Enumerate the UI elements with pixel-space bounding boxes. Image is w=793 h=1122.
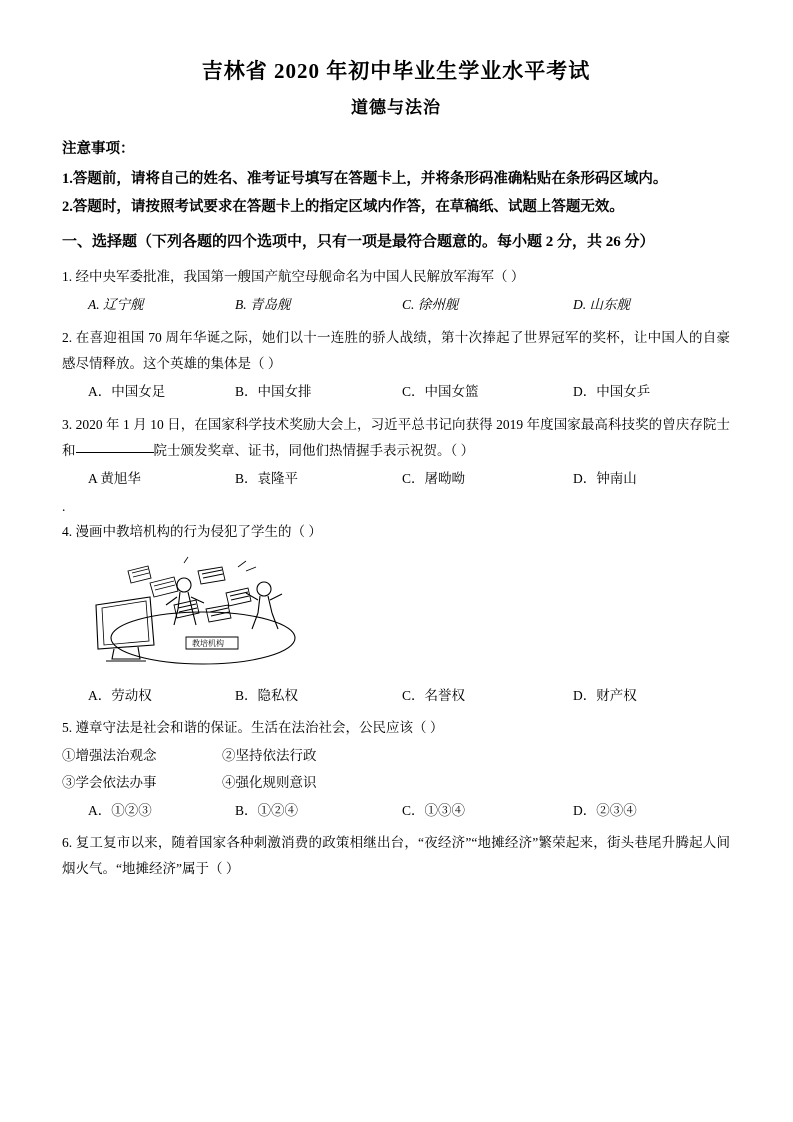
question-2-option-a[interactable]: A．中国女足 <box>88 384 166 400</box>
question-1-options <box>62 292 730 318</box>
question-3-stem-part1: 3. 2020 年 1 月 10 日，在国家科学技术奖励大会上，习近平总书记向获得 2019 年度国家最高科技奖的曾庆存院士和 <box>62 416 730 459</box>
question-3-stem <box>62 412 730 465</box>
page-content <box>62 58 730 887</box>
question-5-sub-option-3: ③学会依法办事 <box>62 774 157 790</box>
question-3-stem-part2: 院士颁发奖章、证书，同他们热情握手表示祝贺。（ ） <box>153 443 475 459</box>
question-3-option-a[interactable]: A 黄旭华 <box>88 471 141 487</box>
question-6 <box>62 830 730 883</box>
question-2 <box>62 325 730 406</box>
question-1-option-b[interactable]: B. 青岛舰 <box>235 297 291 313</box>
question-1-option-c[interactable]: C. 徐州舰 <box>402 297 459 313</box>
page-title: 吉林省 2020 年初中毕业生学业水平考试 <box>201 59 591 83</box>
notice-item-2: 2.答题时，请按照考试要求在答题卡上的指定区域内作答，在草稿纸、试题上答题无效。 <box>62 198 624 215</box>
question-4-stem: 4. 漫画中教培机构的行为侵犯了学生的（ ） <box>62 523 322 539</box>
question-5 <box>62 715 730 824</box>
question-1 <box>62 264 730 319</box>
question-2-options <box>62 379 730 405</box>
question-5-stem: 5. 遵章守法是社会和谐的保证。生活在法治社会，公民应该（ ） <box>62 720 444 736</box>
question-1-option-d[interactable]: D. 山东舰 <box>573 297 630 313</box>
question-3-option-c[interactable]: C．屠呦呦 <box>402 471 466 487</box>
question-2-option-c[interactable]: C．中国女篮 <box>402 384 479 400</box>
section-heading: 一、选择题（下列各题的四个选项中，只有一项是最符合题意的。每小题 2 分，共 26 分） <box>62 234 655 251</box>
question-4-option-b[interactable]: B．隐私权 <box>235 688 299 704</box>
stray-mark: . <box>62 498 66 514</box>
question-2-option-d[interactable]: D．中国女乒 <box>573 384 651 400</box>
question-5-sub-option-4: ④强化规则意识 <box>222 774 317 790</box>
question-4 <box>62 519 730 710</box>
question-4-option-a[interactable]: A．劳动权 <box>88 688 152 704</box>
question-3-options <box>62 466 730 492</box>
question-5-sub-options <box>62 742 730 796</box>
question-5-sub-option-1: ①增强法治观念 <box>62 747 157 763</box>
question-2-stem: 2. 在喜迎祖国 70 周年华诞之际，她们以十一连胜的骄人战绩，第十次捧起了世界冠军的奖杯，让中国人的自豪感尽情释放。这个英雄的集体是（ ） <box>62 329 730 372</box>
question-4-option-c[interactable]: C．名誉权 <box>402 688 466 704</box>
question-1-stem: 1. 经中央军委批准，我国第一艘国产航空母舰命名为中国人民解放军海军（ ） <box>62 269 525 285</box>
cartoon-figure <box>62 553 730 673</box>
question-5-sub-row-2 <box>62 769 730 796</box>
question-5-sub-option-2: ②坚持依法行政 <box>222 747 317 763</box>
notice-heading: 注意事项： <box>62 141 135 158</box>
question-5-options <box>62 798 730 824</box>
notice-item-1: 1.答题前，请将自己的姓名、准考证号填写在答题卡上，并将条形码准确粘贴在条形码区域内。 <box>62 171 668 188</box>
question-3-option-b[interactable]: B．袁隆平 <box>235 471 299 487</box>
fill-in-blank[interactable] <box>76 440 154 453</box>
question-5-sub-row-1 <box>62 742 730 769</box>
question-6-stem: 6. 复工复市以来，随着国家各种刺激消费的政策相继出台，“夜经济”“地摊经济”繁荣起来，街头巷尾升腾起人间烟火气。“地摊经济”属于（ ） <box>62 835 730 877</box>
page-subtitle: 道德与法治 <box>351 98 441 118</box>
question-5-option-c[interactable]: C．①③④ <box>402 802 466 818</box>
question-5-option-a[interactable]: A．①②③ <box>88 802 152 818</box>
cartoon-illustration-svg <box>88 553 318 673</box>
question-3-option-d[interactable]: D．钟南山 <box>573 471 637 487</box>
cartoon-label: 教培机构 <box>192 639 224 649</box>
question-5-option-d[interactable]: D．②③④ <box>573 802 637 818</box>
question-1-option-a[interactable]: A. 辽宁舰 <box>88 297 144 313</box>
question-3 <box>62 412 730 515</box>
question-2-option-b[interactable]: B．中国女排 <box>235 384 312 400</box>
question-4-option-d[interactable]: D．财产权 <box>573 688 637 704</box>
question-4-options <box>62 683 730 709</box>
question-5-option-b[interactable]: B．①②④ <box>235 802 299 818</box>
